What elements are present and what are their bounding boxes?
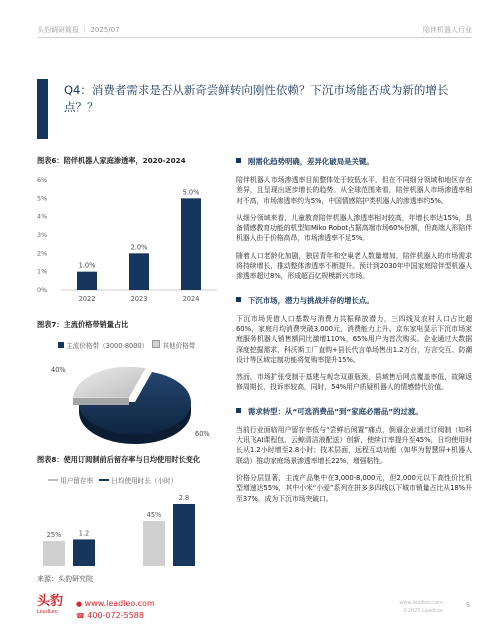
figure7-legend	[58, 340, 195, 350]
page-number: 5	[465, 601, 470, 609]
pie-slice-other-side	[73, 398, 129, 405]
bar-data-label: 2.8	[178, 494, 190, 502]
legend-label-main: 主流价格带（3000-8000）	[66, 342, 149, 350]
footer-right-copy: ©2025 LeadLeo	[402, 608, 443, 614]
report-header-left: 头豹调研简报 ｜ 2025/07	[37, 26, 120, 34]
section3-paragraph: 价格分层显著，主流产品集中在3,000-8,000元，但2,000元以下高性价比机型增速达55%，其中小米“小爱”系列在拼多多四线以下城市销量占比从18%升至37%，成为下沉市场突破口。	[236, 473, 472, 503]
legend-label-other: 其他价格带	[162, 342, 196, 350]
legend-label-usage: 日均使用时长（小时）	[111, 477, 178, 485]
question-title: Q4：消费者需求是否从新奇尝鲜转向刚性依赖？下沉市场能否成为新的增长点？？	[64, 83, 449, 114]
footer-phone	[76, 610, 155, 622]
legend-line-retention	[48, 479, 58, 481]
legend-line-usage	[99, 479, 109, 481]
phone-text: 400-072-5588	[87, 611, 144, 620]
bar-retention	[143, 521, 165, 566]
bar-data-label: 2.0%	[130, 243, 148, 252]
bar	[77, 272, 97, 290]
section2-paragraph: 下沉市场凭借人口基数与消费力共振释放潜力，三四线及农村人口占比超60%，家庭月均消费突破3,000元，消费能力上升。京东家电显示下沉市场家庭服务机器人销售额同比激增110%，65%用户为首次购买。企业通过大数据深度挖掘需求，科沃斯工厂直购+县长代言单场售出1.2万台，方言交互、防潮设计等区域定制功能将复购率提升15%。	[236, 314, 472, 364]
figure6-title: 图表6：陪伴机器人家庭渗透率，2020-2024	[37, 156, 186, 165]
bar-usage	[73, 539, 95, 566]
legend-swatch-main	[58, 342, 64, 348]
x-tick-label: 2023	[130, 295, 148, 303]
bar-data-label: 1.2	[78, 529, 90, 538]
y-tick-label: 4%	[37, 212, 48, 221]
report-header-right: 陪伴机器人行业	[423, 26, 472, 34]
bar-retention	[43, 541, 65, 566]
section2-paragraph: 然而，市场扩张受制于基建与观念双重瓶颈，县域售后网点覆盖率低，故障返修周期长，投诉率较高，同时，54%用户质疑机器人的情感替代价值。	[236, 373, 472, 392]
y-tick-label: 3%	[37, 231, 48, 239]
section2-heading: 下沉市场，潜力与挑战并存的增长点。	[236, 295, 472, 306]
y-tick-label: 0%	[37, 286, 48, 294]
figure8-title: 图表8：使用订阅制前后留存率与日均使用时长变化	[37, 455, 201, 464]
bar	[129, 253, 149, 290]
y-tick-label: 5%	[37, 194, 48, 203]
x-tick-label: 2024	[182, 295, 200, 303]
figure7-title: 图表7：主流价格带销量占比	[37, 320, 129, 329]
pie-slice-other	[73, 366, 146, 398]
section3-heading: 需求转型：从“可选消费品”到“家庭必需品”的过渡。	[236, 406, 472, 417]
figure8-chart	[37, 486, 220, 568]
figure8-legend	[48, 475, 177, 485]
footer-logo	[37, 595, 69, 616]
phone-icon: ☎	[76, 612, 85, 620]
logo-subtext: LeadLeo	[37, 609, 58, 615]
pie-label-main: 60%	[195, 430, 210, 438]
bar-data-label: 5.0%	[182, 188, 200, 197]
globe-icon: ●	[76, 600, 83, 608]
bar-usage	[173, 504, 195, 566]
x-tick-label: 2022	[78, 295, 96, 303]
footer-contact	[76, 598, 155, 622]
section1-paragraph: 从细分领域来看，儿童教育陪伴机器人渗透率相对较高，年增长率达15%，具备情感教育功能的机型如Miko Robot占据高端市场60%份额，但高端人形陪伴机器人由于价格高昂，市场渗透率不足5%。	[236, 213, 472, 243]
legend-label-retention: 用户留存率	[60, 477, 94, 485]
footer-right-site: www.leadleo.com	[399, 600, 443, 606]
header-divider	[37, 37, 472, 38]
website-text: www.leadleo.com	[84, 599, 155, 608]
y-tick-label: 6%	[37, 176, 48, 184]
bar-data-label: 25%	[46, 531, 62, 539]
logo-text: 头豹	[37, 594, 64, 609]
y-tick-label: 2%	[37, 249, 48, 258]
footer-right	[399, 599, 443, 615]
right-column	[236, 156, 472, 504]
section1-paragraph: 陪伴机器人市场渗透率目前整体处于较低水平，但在不同细分领域和地区存在差异，且呈现出逐步增长的趋势。从全球范围来看，陪伴机器人市场渗透率相对不高，市场渗透率约为5%，中国情感陪护类机器人的渗透率约5%。	[236, 176, 472, 205]
figure7-pie	[37, 352, 220, 452]
question-accent-bar	[37, 79, 48, 139]
legend-swatch-other	[152, 340, 160, 348]
bar-data-label: 45%	[146, 511, 162, 519]
pie-label-other: 40%	[51, 366, 66, 374]
y-tick-label: 1%	[37, 267, 48, 276]
section1-paragraph: 随着人口老龄化加剧，独居青年和空巢老人数量增加，陪伴机器人的市场需求将持续增长，推动整体渗透率不断提升。预计到2030年中国家庭陪伴型机器人渗透率超过8%，形成超百亿规模新兴市场。	[236, 251, 472, 281]
bar-data-label: 1.0%	[78, 261, 96, 270]
section1-heading: 刚需化趋势明确，差异化破局是关键。	[236, 156, 472, 167]
footer-website[interactable]	[76, 598, 155, 610]
figure6-chart	[37, 172, 220, 307]
source-note: 来源：头豹研究院	[37, 575, 93, 583]
bar	[181, 198, 201, 290]
section3-paragraph: 当前行业面临用户留存率低与“尝鲜后闲置”痛点，倒逼企业通过订阅制（如科大讯飞AI课程包、云鲸清洁液配送）创新，使续订率提升至45%，日均使用时长从1.2小时增至2.8小时；技术层面，远程互动功能（如华为智慧屏+机器人联动）推动家庭场景渗透率增长22%，增强粘性。	[236, 425, 472, 465]
